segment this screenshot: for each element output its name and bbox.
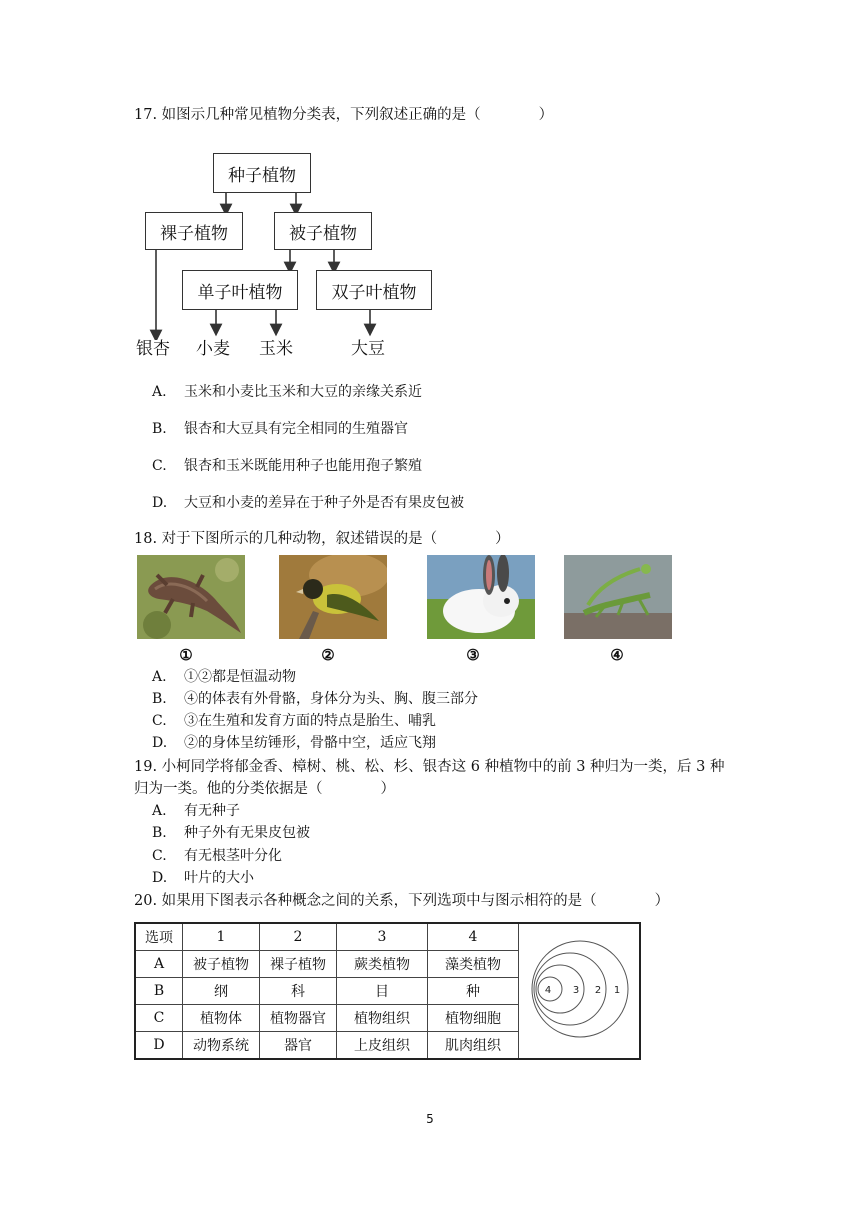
mantis-photo xyxy=(564,555,672,639)
table-cell: 裸子植物 xyxy=(260,951,337,978)
q18-option-d: D. ②的身体呈纺锤形，骨骼中空，适应飞翔 xyxy=(152,735,436,751)
table-cell: 上皮组织 xyxy=(337,1032,428,1060)
table-cell: 植物组织 xyxy=(337,1005,428,1032)
table-cell: 植物细胞 xyxy=(428,1005,519,1032)
table-cell: 种 xyxy=(428,978,519,1005)
table-cell: 植物器官 xyxy=(260,1005,337,1032)
salamander-photo xyxy=(137,555,245,639)
animal-label-1: ① xyxy=(179,646,193,664)
tree-dicot-box: 双子叶植物 xyxy=(316,270,432,310)
tree-leaf-wheat: 小麦 xyxy=(196,339,230,359)
q18-option-c: C. ③在生殖和发育方面的特点是胎生、哺乳 xyxy=(152,713,436,729)
tree-gymnosperm-box: 裸子植物 xyxy=(145,212,243,250)
table-cell: 器官 xyxy=(260,1032,337,1060)
table-cell: 蕨类植物 xyxy=(337,951,428,978)
concept-diagram-cell xyxy=(519,923,641,1059)
table-cell: 科 xyxy=(260,978,337,1005)
bird-photo xyxy=(279,555,387,639)
nested-circles-diagram xyxy=(520,927,638,1051)
table-cell: 被子植物 xyxy=(183,951,260,978)
table-cell: 植物体 xyxy=(183,1005,260,1032)
animal-label-4: ④ xyxy=(610,646,624,664)
q19-option-d: D. 叶片的大小 xyxy=(152,870,254,886)
q18-option-a: A. ①②都是恒温动物 xyxy=(152,669,296,685)
table-cell: 纲 xyxy=(183,978,260,1005)
q19-option-b: B. 种子外有无果皮包被 xyxy=(152,825,310,841)
table-header-cell: 3 xyxy=(337,923,428,951)
q20-stem: 20. 如果用下图表示各种概念之间的关系，下列选项中与图示相符的是（ ） xyxy=(134,893,670,909)
q20-options-table xyxy=(134,922,641,1060)
q19-option-c: C. 有无根茎叶分化 xyxy=(152,848,282,864)
table-header-cell: 选项 xyxy=(135,923,183,951)
tree-angiosperm-box: 被子植物 xyxy=(274,212,372,250)
q17-option-b: B. 银杏和大豆具有完全相同的生殖器官 xyxy=(152,421,408,437)
circle-label-3: 3 xyxy=(572,985,580,996)
q17-option-a: A. 玉米和小麦比玉米和大豆的亲缘关系近 xyxy=(152,384,422,400)
q19-stem-line1: 19. 小柯同学将郁金香、樟树、桃、松、杉、银杏这 6 种植物中的前 3 种归为一类，后 3 种 xyxy=(134,759,725,775)
tree-leaf-ginkgo: 银杏 xyxy=(136,339,170,359)
tree-monocot-box: 单子叶植物 xyxy=(182,270,298,310)
animal-label-2: ② xyxy=(321,646,335,664)
circle-label-1: 1 xyxy=(613,985,621,996)
table-cell: C xyxy=(135,1005,183,1032)
tree-leaf-soybean: 大豆 xyxy=(351,339,385,359)
q18-option-b: B. ④的体表有外骨骼，身体分为头、胸、腹三部分 xyxy=(152,691,478,707)
table-cell: 藻类植物 xyxy=(428,951,519,978)
q18-stem: 18. 对于下图所示的几种动物，叙述错误的是（ ） xyxy=(134,531,510,547)
animal-label-3: ③ xyxy=(466,646,480,664)
q17-option-c: C. 银杏和玉米既能用种子也能用孢子繁殖 xyxy=(152,458,422,474)
table-cell: A xyxy=(135,951,183,978)
table-cell: 动物系统 xyxy=(183,1032,260,1060)
q17-option-d: D. 大豆和小麦的差异在于种子外是否有果皮包被 xyxy=(152,495,464,511)
q17-stem: 17. 如图示几种常见植物分类表，下列叙述正确的是（ ） xyxy=(134,107,554,123)
circle-label-2: 2 xyxy=(594,985,602,996)
table-cell: B xyxy=(135,978,183,1005)
table-header-row xyxy=(135,923,640,951)
page-number: 5 xyxy=(426,1112,434,1126)
table-cell: 肌肉组织 xyxy=(428,1032,519,1060)
table-header-cell: 2 xyxy=(260,923,337,951)
q19-option-a: A. 有无种子 xyxy=(152,803,240,819)
table-header-cell: 1 xyxy=(183,923,260,951)
table-cell: 目 xyxy=(337,978,428,1005)
table-cell: D xyxy=(135,1032,183,1060)
tree-root-box: 种子植物 xyxy=(213,153,311,193)
tree-leaf-corn: 玉米 xyxy=(259,339,293,359)
rabbit-photo xyxy=(427,555,535,639)
q19-stem-line2: 归为一类。他的分类依据是（ ） xyxy=(134,781,395,797)
circle-label-4: 4 xyxy=(544,985,552,996)
table-header-cell: 4 xyxy=(428,923,519,951)
